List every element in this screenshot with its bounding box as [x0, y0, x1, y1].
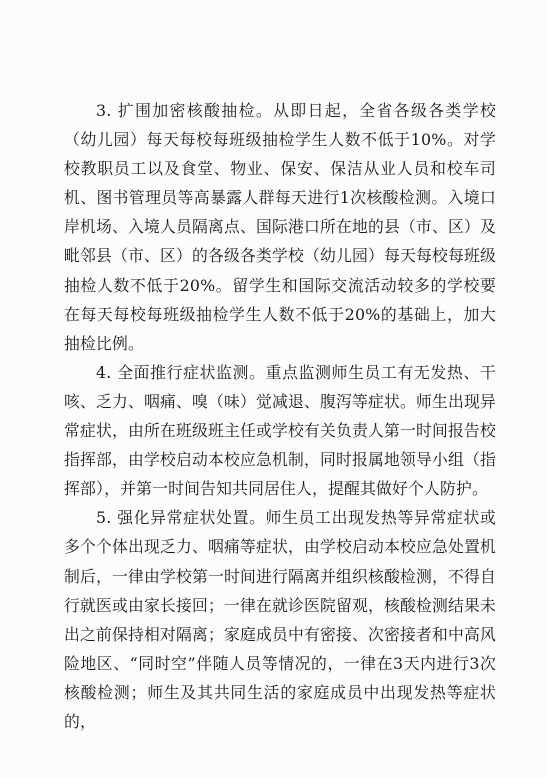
paragraph-symptom-monitoring: 4. 全面推行症状监测。重点监测师生员工有无发热、干咳、乏力、咽痛、嗅（味）觉减退、腹泻等症状。师生出现异常症状，由所在班级班主任或学校有关负责人第一时间报告校指挥部，由学校启动本校应急机制，同时报属地领导小组（指挥部），并第一时间告知共同居住人，提醒其做好个人防护。: [64, 362, 496, 499]
document-body: [64, 96, 496, 736]
paragraph-expand-nucleic-testing: 3. 扩围加密核酸抽检。从即日起，全省各级各类学校（幼儿园）每天每校每班级抽检学生人数不低于10%。对学校教职员工以及食堂、物业、保安、保洁从业人员和校车司机、图书管理员等高暴露人群每天进行1次核酸检测。入境口岸机场、入境人员隔离点、国际港口所在地的县（市、区）及毗邻县（市、区）的各级各类学校（幼儿园）每天每校每班级抽检人数不低于20%。留学生和国际交流活动较多的学校要在每天每校每班级抽检学生人数不低于20%的基础上，加大抽检比例。: [64, 101, 496, 353]
paragraph-abnormal-symptom-handling: 5. 强化异常症状处置。师生员工出现发热等异常症状或多个个体出现乏力、咽痛等症状，由学校启动本校应急处置机制后，一律由学校第一时间进行隔离并组织核酸检测，不得自行就医或由家长接回；一律在就诊医院留观，核酸检测结果未出之前保持相对隔离；家庭成员中有密接、次密接者和中高风险地区、“同时空”伴随人员等情况的，一律在3天内进行3次核酸检测；师生及其共同生活的家庭成员中出现发热等症状的，: [64, 508, 496, 731]
